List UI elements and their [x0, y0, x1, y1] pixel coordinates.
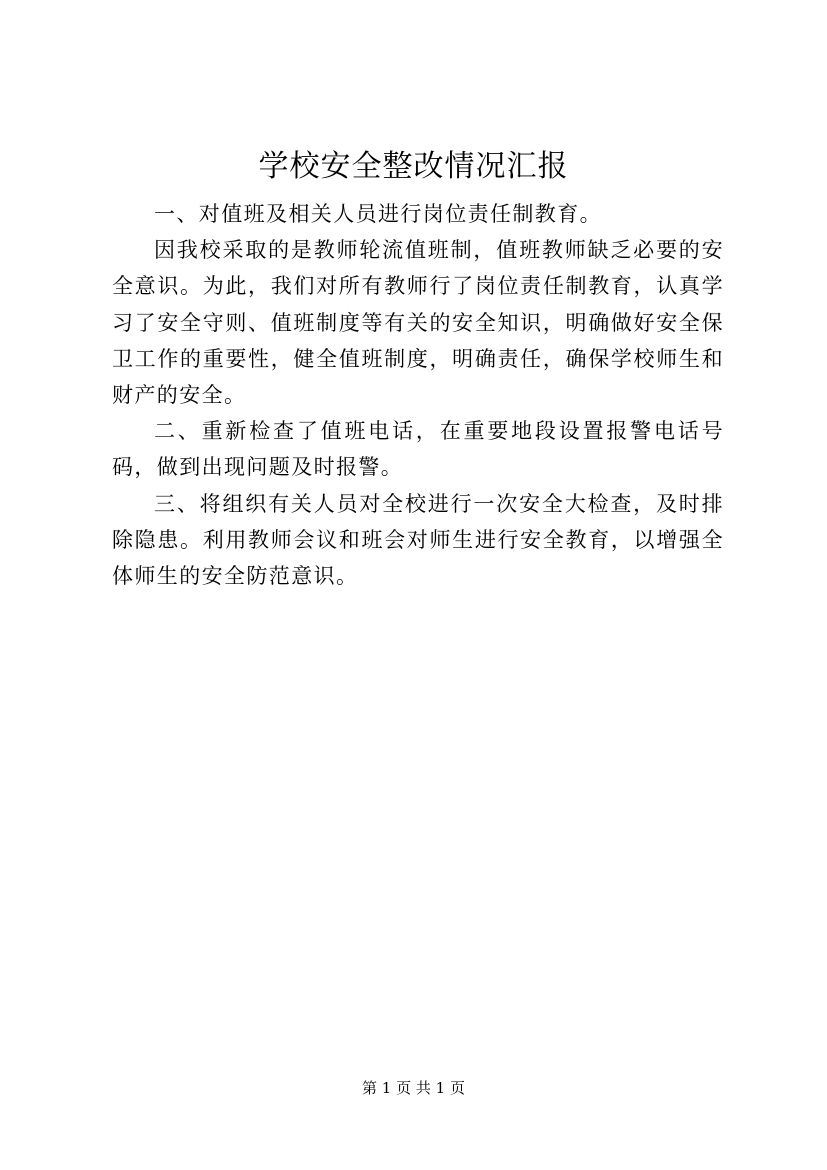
page-footer: 第 1 页 共 1 页 — [362, 1079, 465, 1097]
document-body — [112, 196, 724, 594]
document-title: 学校安全整改情况汇报 — [258, 149, 569, 184]
paragraph-section-2: 二、重新检查了值班电话，在重要地段设置报警电话号码，做到出现问题及时报警。 — [112, 419, 724, 480]
paragraph-section-1-content: 因我校采取的是教师轮流值班制，值班教师缺乏必要的安全意识。为此，我们对所有教师行了岗位责任制教育，认真学习了安全守则、值班制度等有关的安全知识，明确做好安全保卫工作的重要性，健全值班制度，明确责任，确保学校师生和财产的安全。 — [112, 238, 724, 408]
paragraph-section-3: 三、将组织有关人员对全校进行一次安全大检查，及时排除隐患。利用教师会议和班会对师生进行安全教育，以增强全体师生的安全防范意识。 — [112, 491, 724, 589]
paragraph-section-1-heading: 一、对值班及相关人员进行岗位责任制教育。 — [154, 202, 602, 226]
